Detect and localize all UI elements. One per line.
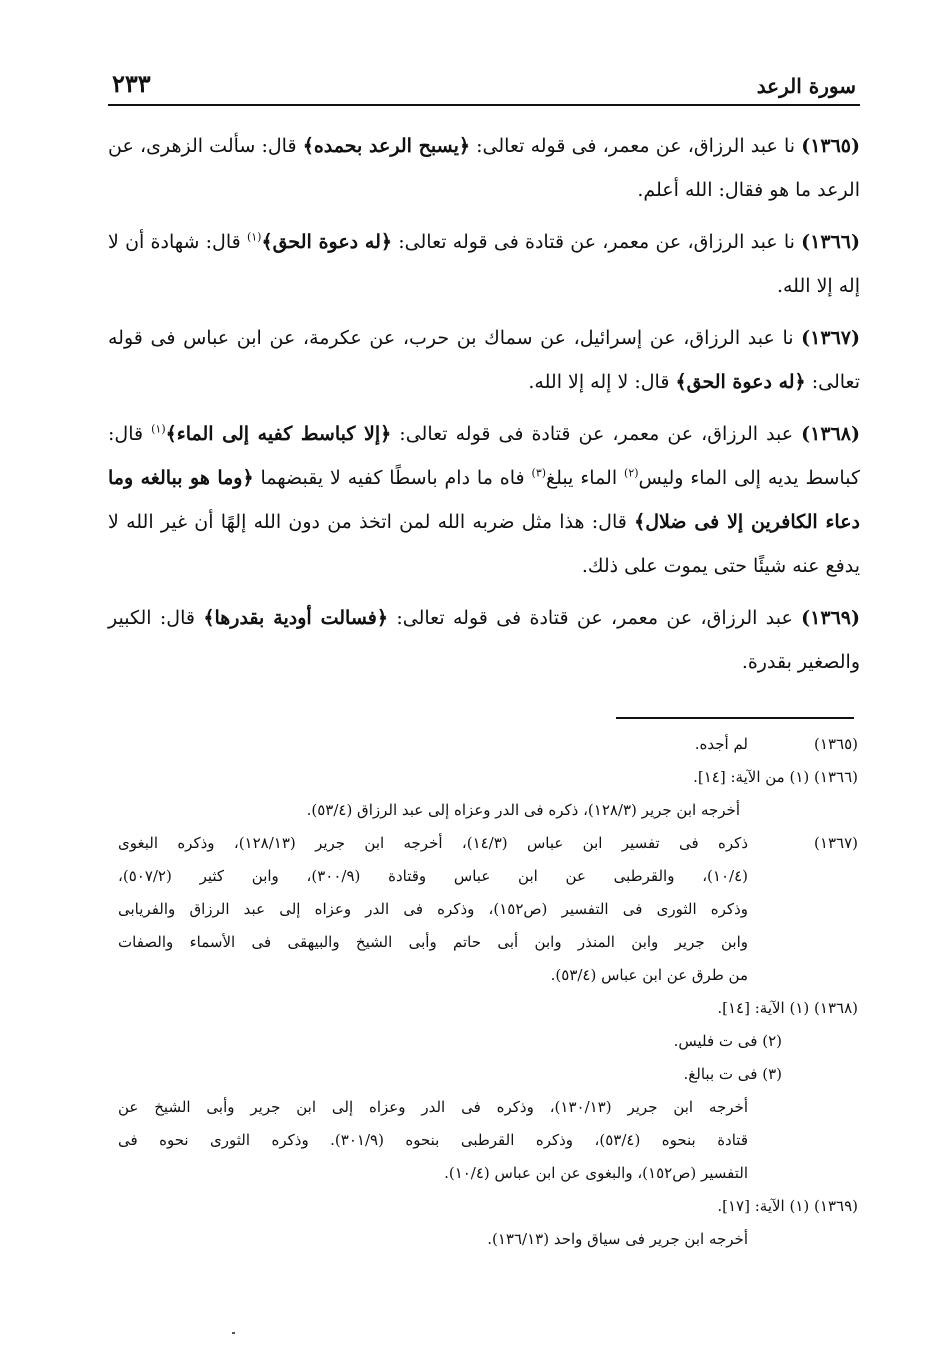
- footnote-1367: [118, 827, 858, 992]
- footnote-text: أخرجه ابن جرير (١٢٨/٣)، ذكره فى الدر وعزاه إلى عبد الرزاق (٥٣/٤).: [306, 801, 740, 819]
- hadith-text: [108, 124, 860, 684]
- quran-quote: ﴿وما هو ببالغه وما دعاء الكافرين إلا فى ضلال﴾: [108, 467, 861, 533]
- footnote-text: أخرجه ابن جرير فى سياق واحد (١٣٦/١٣).: [487, 1230, 748, 1248]
- print-speck: [232, 1332, 235, 1334]
- footnote-line: قتادة بنحوه (٥٣/٤)، وذكره القرطبى بنحوه (٣٠١/٩). وذكره الثورى نحوه فى: [118, 1131, 748, 1149]
- footnote-ref: (٣): [531, 466, 547, 480]
- hadith-1369: [108, 596, 860, 684]
- footnote-text: لم أجده.: [694, 735, 748, 753]
- hadith-segment: قال: الكبير والصغير بقدرة.: [108, 607, 860, 673]
- footnote-ref: (١): [246, 230, 262, 244]
- footnote-rule: [616, 717, 854, 719]
- footnote-text: (٢) فى ت فليس.: [673, 1032, 782, 1050]
- hadith-segment: نا عبد الرزاق، عن معمر، فى قوله تعالى:: [470, 135, 802, 157]
- footnote-label: (١٣٦٨): [814, 999, 858, 1017]
- footnote-line: ذكره فى تفسير ابن عباس (١٤/٣)، أخرجه ابن جرير (١٢٨/١٣)، وذكره البغوى: [118, 834, 748, 852]
- footnote-1366: [118, 761, 858, 794]
- footnote-line: التفسير (ص١٥٢)، والبغوى عن ابن عباس (١٠/٤).: [444, 1164, 748, 1182]
- hadith-1365: [108, 124, 860, 212]
- hadith-segment: قال: لا إله إلا الله.: [528, 371, 676, 393]
- hadith-number: (١٣٦٦): [801, 231, 860, 253]
- footnote-ref: (١): [151, 422, 166, 436]
- hadith-segment: عبد الرزاق، عن معمر، عن قتادة فى قوله تعالى:: [387, 607, 802, 629]
- footnote-text: (١) من الآية: [١٤].: [693, 768, 810, 786]
- footnote-1365: [118, 728, 858, 761]
- hadith-number: (١٣٦٨): [801, 423, 860, 445]
- footnote-line: وابن جرير وابن المنذر وابن أبى حاتم وأبى الشيخ والبيهقى فى الأسماء والصفات: [118, 933, 748, 951]
- hadith-1367: [108, 316, 860, 404]
- footnote-ref: (٢): [624, 466, 639, 480]
- hadith-number: (١٣٦٥): [801, 135, 861, 157]
- footnote-1368: [118, 992, 858, 1025]
- page-number: ٢٣٣: [112, 69, 151, 98]
- hadith-segment: عبد الرزاق، عن معمر، عن قتادة فى قوله تعالى:: [391, 423, 802, 445]
- surah-title: سورة الرعد: [756, 74, 856, 98]
- footnote-line: وذكره الثورى فى التفسير (ص١٥٢)، وذكره فى الدر وعزاه إلى عبد الرزاق والفريابى: [118, 900, 748, 918]
- hadith-segment: قال: شهادة أن لا إله إلا الله.: [108, 231, 860, 297]
- hadith-1366: [108, 220, 860, 308]
- footnote-label: (١٣٦٦): [814, 768, 858, 786]
- footnote-1369: [118, 1190, 858, 1223]
- page: [108, 70, 860, 692]
- footnote-label: (١٣٦٧): [814, 834, 858, 852]
- footnote-label: (١٣٦٥): [814, 735, 858, 753]
- hadith-number: (١٣٦٩): [801, 607, 860, 629]
- running-header: [108, 70, 860, 106]
- hadith-segment: نا عبد الرزاق، عن معمر، عن قتادة فى قوله تعالى:: [392, 231, 802, 253]
- footnote-text: (٣) فى ت ببالغ.: [683, 1065, 782, 1083]
- hadith-segment: نا عبد الرزاق، عن إسرائيل، عن سماك بن حرب، عن عكرمة، عن ابن عباس فى قوله تعالى:: [108, 327, 860, 393]
- quran-quote: ﴿إلا كباسط كفيه إلى الماء﴾: [165, 423, 392, 445]
- footnote-line: أخرجه ابن جرير (١٣٠/١٣)، وذكره فى الدر وعزاه إلى ابن جرير وأبى الشيخ عن: [118, 1098, 748, 1116]
- footnote-text: (١) الآية: [١٧].: [717, 1197, 810, 1215]
- hadith-segment: الماء يبلغ: [546, 467, 625, 489]
- hadith-1368: [108, 412, 860, 588]
- quran-quote: ﴿له دعوة الحق﴾: [261, 231, 393, 253]
- hadith-number: (١٣٦٧): [801, 327, 860, 349]
- quran-quote: ﴿فسالت أودية بقدرها﴾: [203, 607, 388, 629]
- hadith-segment: قال: كباسط يديه إلى الماء وليس: [108, 423, 860, 489]
- hadith-segment: قال: هذا مثل ضربه الله لمن اتخذ من دون الله إلهًا أن غير الله لا يدفع عنه شيئًا حتى يموت على ذلك.: [108, 511, 860, 577]
- quran-quote: ﴿يسبح الرعد بحمده﴾: [302, 135, 470, 157]
- quran-quote: ﴿له دعوة الحق﴾: [675, 371, 806, 393]
- hadith-segment: فاه ما دام باسطًا كفيه لا يقبضهما: [253, 467, 532, 489]
- footnotes: [118, 728, 858, 1256]
- footnote-line: (١٠/٤)، والقرطبى عن ابن عباس وقتادة (٣٠٠/٩)، وابن كثير (٥٠٧/٢)،: [118, 867, 748, 885]
- footnote-label: (١٣٦٩): [814, 1197, 858, 1215]
- footnote-line: من طرق عن ابن عباس (٥٣/٤).: [550, 966, 748, 984]
- footnote-text: (١) الآية: [١٤].: [717, 999, 810, 1017]
- hadith-segment: قال: سألت الزهرى، عن الرعد ما هو فقال: الله أعلم.: [108, 135, 860, 201]
